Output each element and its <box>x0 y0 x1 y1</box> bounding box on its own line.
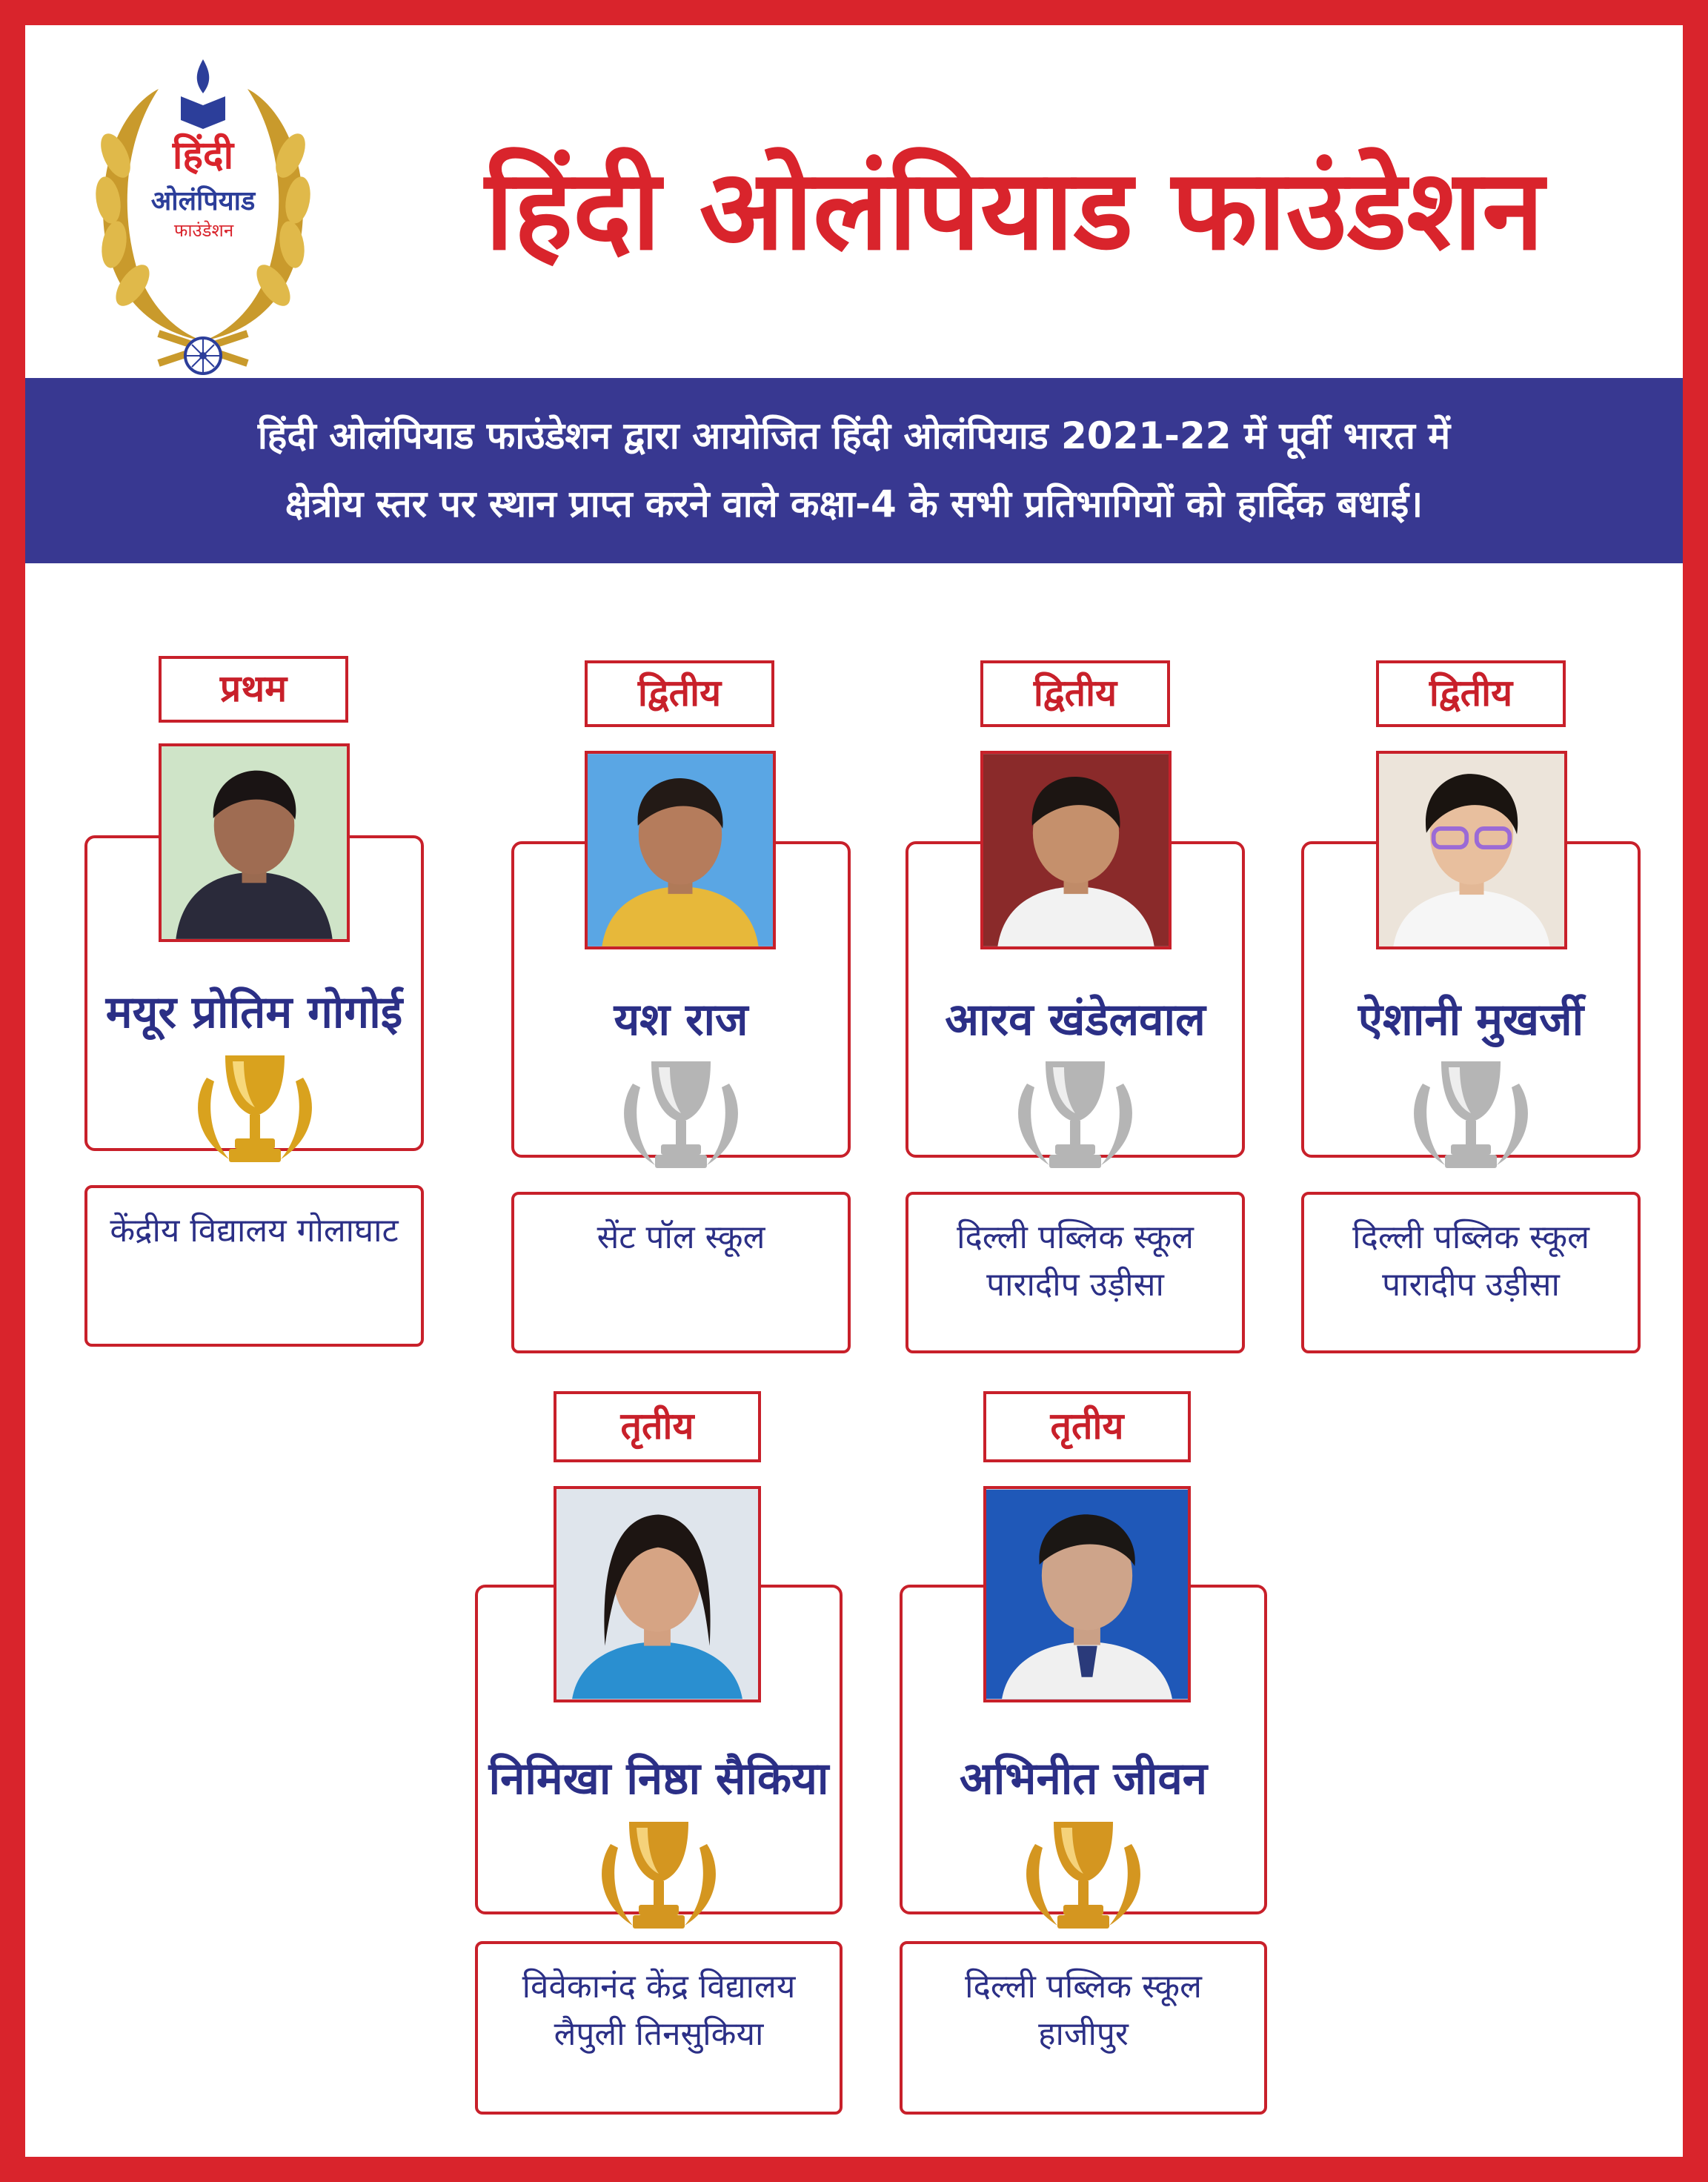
school-line: दिल्ली पब्लिक स्कूल <box>1352 1218 1589 1256</box>
school-box <box>475 1941 843 2115</box>
school-line: दिल्ली पब्लिक स्कूल <box>965 1968 1202 2006</box>
winner-name: मयूर प्रोतिम गोगोई <box>105 986 403 1038</box>
winner-name: आरव खंडेलवाल <box>945 994 1206 1046</box>
silver-trophy-icon <box>611 1054 751 1180</box>
school-line: पारादीप उड़ीसा <box>1382 1266 1560 1304</box>
winner-photo <box>980 751 1172 949</box>
winner-name: यश राज <box>614 994 748 1046</box>
silver-trophy-icon <box>1005 1054 1146 1180</box>
winner-photo <box>585 751 776 949</box>
winner-name: निमिखा निष्ठा सैकिया <box>488 1753 829 1805</box>
winner-photo <box>159 743 350 942</box>
school-box <box>84 1185 424 1347</box>
school-line: विवेकानंद केंद्र विद्यालय <box>522 1968 796 2006</box>
banner-line-2: क्षेत्रीय स्तर पर स्थान प्राप्त करने वाले कक्षा-4 के सभी प्रतिभागियों को हार्दिक बधाई। <box>285 483 1423 525</box>
school-line: पारादीप उड़ीसा <box>986 1266 1164 1304</box>
winner-photo <box>983 1486 1191 1702</box>
logo-text-hindi: हिंदी <box>172 133 234 178</box>
school-line: लैपुली तिनसुकिया <box>554 2015 764 2053</box>
rank-label: तृतीय <box>554 1391 761 1462</box>
school-box <box>905 1192 1245 1353</box>
student-photo-icon <box>588 754 773 946</box>
student-photo-icon <box>162 746 347 939</box>
poster-canvas <box>25 25 1683 2157</box>
gold-trophy-icon <box>185 1048 325 1174</box>
banner-line-1: हिंदी ओलंपियाड फाउंडेशन द्वारा आयोजित हिंदी ओलंपियाड 2021-22 में पूर्वी भारत में <box>257 414 1451 457</box>
logo-text-olympiad: ओलंपियाड <box>150 186 256 216</box>
school-line: सेंट पॉल स्कूल <box>597 1218 765 1256</box>
bronze-trophy-icon <box>1013 1814 1154 1940</box>
student-photo-icon <box>556 1489 758 1699</box>
school-box <box>900 1941 1267 2115</box>
rank-label: तृतीय <box>983 1391 1191 1462</box>
logo-text-foundation: फाउंडेशन <box>173 220 234 241</box>
student-photo-icon <box>983 754 1169 946</box>
page-title: हिंदी ओलंपियाड फाउंडेशन <box>485 146 1544 275</box>
winner-photo <box>1376 751 1567 949</box>
rank-label: द्वितीय <box>585 660 774 727</box>
rank-label: प्रथम <box>159 656 348 723</box>
school-box <box>1301 1192 1641 1353</box>
winner-name: अभिनीत जीवन <box>959 1753 1208 1805</box>
school-line: केंद्रीय विद्यालय गोलाघाट <box>110 1212 399 1250</box>
school-line: हाजीपुर <box>1038 2015 1129 2053</box>
rank-label: द्वितीय <box>1376 660 1566 727</box>
silver-trophy-icon <box>1400 1054 1541 1180</box>
congratulations-banner <box>25 378 1683 563</box>
student-photo-icon <box>986 1489 1188 1699</box>
student-photo-icon <box>1379 754 1564 946</box>
rank-label: द्वितीय <box>980 660 1170 727</box>
winner-name: ऐशानी मुखर्जी <box>1358 994 1584 1046</box>
school-line: दिल्ली पब्लिक स्कूल <box>957 1218 1194 1256</box>
school-box <box>511 1192 851 1353</box>
bronze-trophy-icon <box>588 1814 729 1940</box>
winner-photo <box>554 1486 761 1702</box>
foundation-logo <box>77 52 329 378</box>
